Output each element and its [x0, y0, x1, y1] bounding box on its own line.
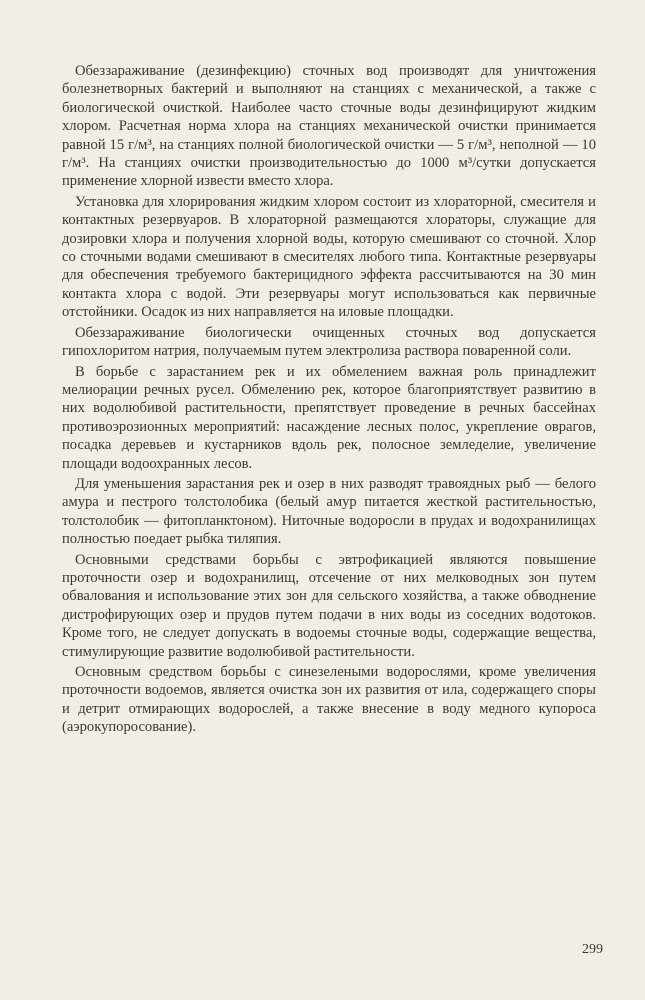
page-number: 299 [582, 942, 603, 957]
body-text [62, 62, 596, 739]
paragraph-disinfection: Обеззараживание (дезинфекцию) сточных вод производят для уничтожения болезнетворных бактерий и выполняют на станциях с механической, а также с биологической очисткой. Наиболее часто сточные воды дезинфицируют жидким хлором. Расчетная норма хлора на станциях механической очистки принимается равной 15 г/м³, на станциях полной биологической очистки — 5 г/м³, неполной — 10 г/м³. На станциях очистки производительностью до 1000 м³/сутки допускается применение хлорной извести вместо хлора. [62, 63, 596, 190]
paragraph-herbivorous-fish: Для уменьшения зарастания рек и озер в них разводят травоядных рыб — белого амура и пестрого толстолобика (белый амур питается жесткой растительностью, толстолобик — фитопланктоном). Ниточные водоросли в прудах и водохранилищах полностью поедает рыбка тиляпия. [62, 475, 596, 548]
paragraph-chlorination-setup: Установка для хлорирования жидким хлором состоит из хлораторной, смесителя и контактных резервуаров. В хлораторной размещаются хлораторы, служащие для дозировки хлора и получения хлорной воды, которую смешивают со сточной. Хлор со сточными водами смешивают в смесителях любого типа. Контактные резервуары для обеспечения требуемого бактерицидного эффекта рассчитываются на 30 мин контакта хлора с водой. Эти резервуары могут использоваться как первичные отстойники. Осадок из них направляется на иловые площадки. [62, 193, 596, 321]
paragraph-hypochlorite: Обеззараживание биологически очищенных сточных вод допускается гипохлоритом натрия, получаемым путем электролиза раствора поваренной соли. [62, 324, 596, 360]
paragraph-blue-green-algae: Основным средством борьбы с синезелеными водорослями, кроме увеличения проточности водоемов, является очистка зон их развития от ила, содержащего споры и детрит отмирающих водорослей, а также внесение в воду медного купороса (аэрокупоросование). [62, 664, 596, 736]
paragraph-river-overgrowth: В борьбе с зарастанием рек и их обмелением важная роль принадлежит мелиорации речных русел. Обмелению рек, которое благоприятствует развитию в них водолюбивой растительности, препятствует проведение в речных бассейнах противоэрозионных мероприятий: насаждение лесных полос, укрепление оврагов, посадка деревьев и кустарников вдоль рек, полосное земледелие, увеличение площади водоохранных лесов. [62, 363, 596, 472]
paragraph-eutrophication: Основными средствами борьбы с эвтрофикацией являются повышение проточности озер и водохранилищ, отсечение от них мелководных зон путем обвалования и использование этих зон для сельского хозяйства, а также обводнение дистрофирующих озер и прудов путем подачи в них воды из соседних водотоков. Кроме того, не следует допускать в водоемы сточные воды, содержащие вещества, стимулирующие развитие водолюбивой растительности. [62, 551, 596, 660]
